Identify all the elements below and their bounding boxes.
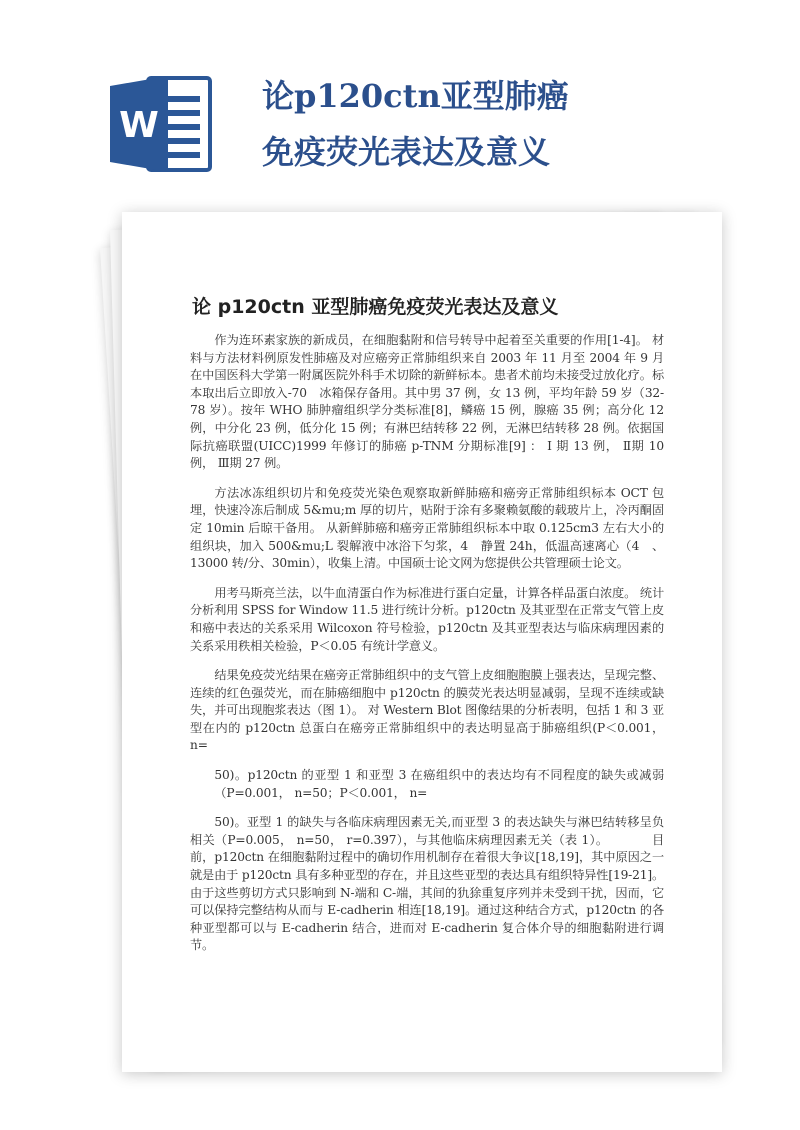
paragraph: 方法冰冻组织切片和免疫荧光染色观察取新鲜肺癌和癌旁正常肺组织标本 OCT 包埋，快速冷冻后制成 5&mu;m 厚的切片，贴附于涂有多聚赖氨酸的载玻片上，冷丙酮固定 10min 后晾干备用。 从新鲜肺癌和癌旁正常肺组织标本中取 0.125cm3 左右大小的组织块，加入 500&mu;L 裂解液中冰浴下匀浆，4 静置 24h，低温高速离心（4 、13000 转/分、30min），收集上清。中国硕士论文网为您提供公共管理硕士论文。 xyxy=(190,485,664,571)
document-preview xyxy=(100,208,800,1078)
paragraph: 作为连环素家族的新成员，在细胞黏附和信号转导中起着至关重要的作用[1-4]。 材料与方法材料例原发性肺癌及对应癌旁正常肺组织来自 2003 年 11 月至 2004 年 9 月在中国医科大学第一附属医院外科手术切除的新鲜标本。患者术前均未接受过放化疗。标本取出后立即放入-70 冰箱保存备用。其中男 37 例，女 13 例，平均年龄 59 岁（32-78 岁）。按年 WHO 肺肿瘤组织学分类标准[8]，鳞癌 15 例，腺癌 35 例；高分化 12 例，中分化 23 例，低分化 15 例；有淋巴结转移 22 例，无淋巴结转移 28 例。依据国际抗癌联盟(UICC)1999 年修订的肺癌 p-TNM 分期标准[9] ： I 期 13 例， Ⅱ期 10 例， Ⅲ期 27 例。 xyxy=(190,333,664,471)
page-title: 论p120ctn亚型肺癌免疫荧光表达及意义 xyxy=(262,77,569,171)
document-page xyxy=(122,212,722,1072)
paragraph: 用考马斯亮兰法，以牛血清蛋白作为标准进行蛋白定量，计算各样品蛋白浓度。 统计分析利用 SPSS for Window 11.5 进行统计分析。p120ctn 及其亚型在正常支气管上皮和癌中表达的关系采用 Wilcoxon 符号检验，p120ctn 及其亚型表达与临床病理因素的关系采用秩相关检验，P＜0.05 有统计学意义。 xyxy=(190,585,664,653)
document-body xyxy=(190,332,664,967)
paragraph: 结果免疫荧光结果在癌旁正常肺组织中的支气管上皮细胞胞膜上强表达，呈现完整、连续的红色强荧光，而在肺癌细胞中 p120ctn 的膜荧光表达明显减弱，呈现不连续或缺失，并可出现胞浆表达（图 1）。 对 Western Blot 图像结果的分析表明，包括 1 和 3 亚型在内的 p120ctn 总蛋白在癌旁正常肺组织中的表达明显高于肺癌组织(P＜0.001， n= xyxy=(190,668,664,753)
word-icon-letter: W xyxy=(119,105,159,146)
paragraph: 50)。亚型 1 的缺失与各临床病理因素无关,而亚型 3 的表达缺失与淋巴结转移呈负相关（P=0.005， n=50， r=0.397），与其他临床病理因素无关（表 1）。 目前，p120ctn 在细胞黏附过程中的确切作用机制存在着很大争议[18,19]，其中原因之一就是由于 p120ctn 具有多种亚型的存在，并且这些亚型的表达具有组织特异性[19-21]。 由于这些剪切方式只影响到 N-端和 C-端，其间的犰狳重复序列并未受到干扰，因而，它可以保持完整结构从而与 E-cadherin 相连[18,19]。通过这种结合方式，p120ctn 的各种亚型都可以与 E-cadherin 结合，进而对 E-cadherin 复合体介导的细胞黏附进行调节。 xyxy=(190,815,664,953)
document-title: 论 p120ctn 亚型肺癌免疫荧光表达及意义 xyxy=(192,296,559,318)
word-document-icon xyxy=(108,70,216,178)
paragraph: 50)。p120ctn 的亚型 1 和亚型 3 在癌组织中的表达均有不同程度的缺失或减弱（P=0.001， n=50；P＜0.001， n= xyxy=(214,768,664,800)
